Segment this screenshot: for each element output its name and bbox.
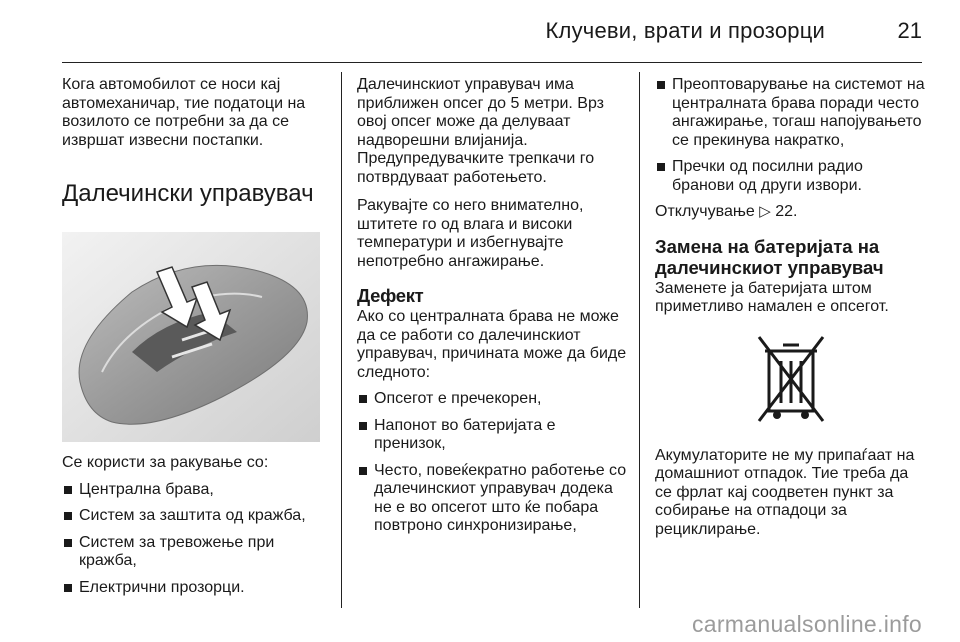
list-item: Преоптоварување на системот на централната брава поради често ангажирање, тогаш напојувањето се прекинува накратко, — [655, 76, 927, 150]
column-divider-2 — [639, 72, 640, 608]
disposal-paragraph: Акумулаторите не му припаѓаат на домашниот отпадок. Тие треба да се фрлат кај соодветен пункт за собирање на отпадоци за рециклирање. — [655, 446, 915, 538]
list-item: Централна брава, — [62, 481, 330, 500]
column-2 — [357, 76, 629, 544]
list-item: Напонот во батеријата е пренизок, — [357, 417, 629, 454]
list-item: Систем за тревожење при кражба, — [62, 534, 330, 571]
uses-list — [62, 481, 330, 598]
watermark: carmanualsonline.info — [691, 611, 922, 637]
page-header-title: Клучеви, врати и прозорци — [545, 18, 825, 43]
page-number: 21 — [897, 18, 922, 43]
list-item: Често, повеќекратно работење со далечинскиот управувач додека не е во опсегот што ќе побара повтроно синхронизирање, — [357, 462, 629, 536]
intro-paragraph: Кога автомобилот се носи кај автомеханичар, тие податоци на возилото се потребни за да се извршат извесни постапки. — [62, 76, 306, 149]
battery-heading: Замена на батеријата на далечинскиот управувач — [655, 235, 884, 278]
fault-heading: Дефект — [357, 285, 424, 306]
fault-intro: Ако со централната брава не може да се работи со далечинскиот управувач, причината може да биде следното: — [357, 308, 627, 381]
section-heading: Далечински управувач — [62, 180, 314, 207]
page-reference: 22. — [775, 203, 798, 220]
fault-list — [357, 390, 629, 536]
column-divider-1 — [341, 72, 342, 608]
list-item: Систем за заштита од кражба, — [62, 507, 330, 526]
column-1 — [62, 76, 330, 605]
arrow-right-icon: ▷ — [759, 203, 771, 220]
fault-list-continued — [655, 76, 927, 195]
crossed-bin-icon — [755, 331, 827, 427]
range-paragraph: Далечинскиот управувач има приближен опсег до 5 метри. Врз овој опсег може да делуваат надворешни влијанија. Предупредувачките трепкачи го потврдуваат работењето. — [357, 76, 605, 186]
switch-off-reference — [655, 203, 927, 222]
switch-off-label: Отклучување — [655, 203, 755, 220]
header-divider — [62, 62, 922, 63]
uses-intro: Се користи за ракување со: — [62, 454, 269, 471]
care-paragraph: Ракувајте со него внимателно, штитете го од влага и високи температури и избегнувајте непотребно ангажирање. — [357, 197, 584, 270]
remote-key-illustration — [62, 232, 320, 442]
list-item: Пречки од посилни радио бранови од други извори. — [655, 158, 927, 195]
list-item: Електрични прозорци. — [62, 579, 330, 598]
list-item: Опсегот е пречекорен, — [357, 390, 629, 409]
battery-paragraph: Заменете ја батеријата штом приметливо намален е опсегот. — [655, 279, 889, 315]
column-3 — [655, 76, 927, 549]
